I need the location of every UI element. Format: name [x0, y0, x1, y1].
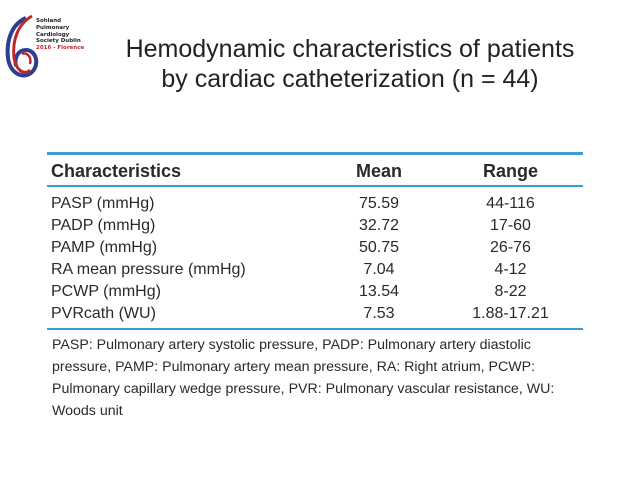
title-line-1: Hemodynamic characteristics of patients [125, 35, 575, 63]
cell-mean: 13.54 [358, 283, 400, 300]
logo-line: Pulmonary [36, 24, 70, 31]
logo-line: Society Dublin [36, 38, 81, 45]
hemodynamic-table [47, 152, 583, 422]
cell-range: 17-60 [490, 217, 531, 234]
cell-characteristic: RA mean pressure (mmHg) [51, 261, 246, 278]
table-row [47, 259, 583, 281]
cell-characteristic: PAMP (mmHg) [51, 239, 158, 256]
cell-characteristic: PCWP (mmHg) [51, 283, 161, 300]
cell-range: 44-116 [486, 195, 535, 212]
cell-mean: 7.53 [363, 305, 395, 322]
cell-mean: 32.72 [358, 217, 400, 234]
header-characteristics: Characteristics [51, 161, 182, 181]
cell-range: 1.88-17.21 [472, 305, 549, 322]
table-row [47, 215, 583, 237]
table-row [47, 193, 583, 215]
logo-line: Sohland [36, 18, 62, 24]
table-row [47, 303, 583, 325]
table-row [47, 281, 583, 303]
logo-line: Cardiology [36, 31, 70, 38]
data-table [47, 155, 583, 325]
cell-range: 8-22 [494, 283, 527, 300]
cell-characteristic: PVRcath (WU) [51, 305, 156, 322]
header-mean: Mean [355, 161, 402, 181]
cell-range: 4-12 [494, 261, 527, 278]
table-footnote: PASP: Pulmonary artery systolic pressure, PADP: Pulmonary artery diastolic pressure, PAMP: Pulmonary artery mean pressure, RA: Right atrium, PCWP: Pulmonary capillary wedge pressure, PVR: Pulmonary vascular resistance, WU: Woods unit [52, 337, 555, 419]
cell-mean: 7.04 [363, 261, 395, 278]
logo-text [36, 18, 84, 52]
logo-line: 2016 - Florence [36, 45, 85, 52]
cell-mean: 75.59 [358, 195, 400, 212]
table-row [47, 237, 583, 259]
cell-characteristic: PASP (mmHg) [51, 195, 155, 212]
header-row [47, 155, 583, 185]
cell-range: 26-76 [490, 239, 531, 256]
title-line-2: by cardiac catheterization (n = 44) [161, 65, 539, 93]
slide-title [80, 34, 620, 94]
cell-characteristic: PADP (mmHg) [51, 217, 156, 234]
cell-mean: 50.75 [358, 239, 400, 256]
header-range: Range [482, 161, 538, 181]
